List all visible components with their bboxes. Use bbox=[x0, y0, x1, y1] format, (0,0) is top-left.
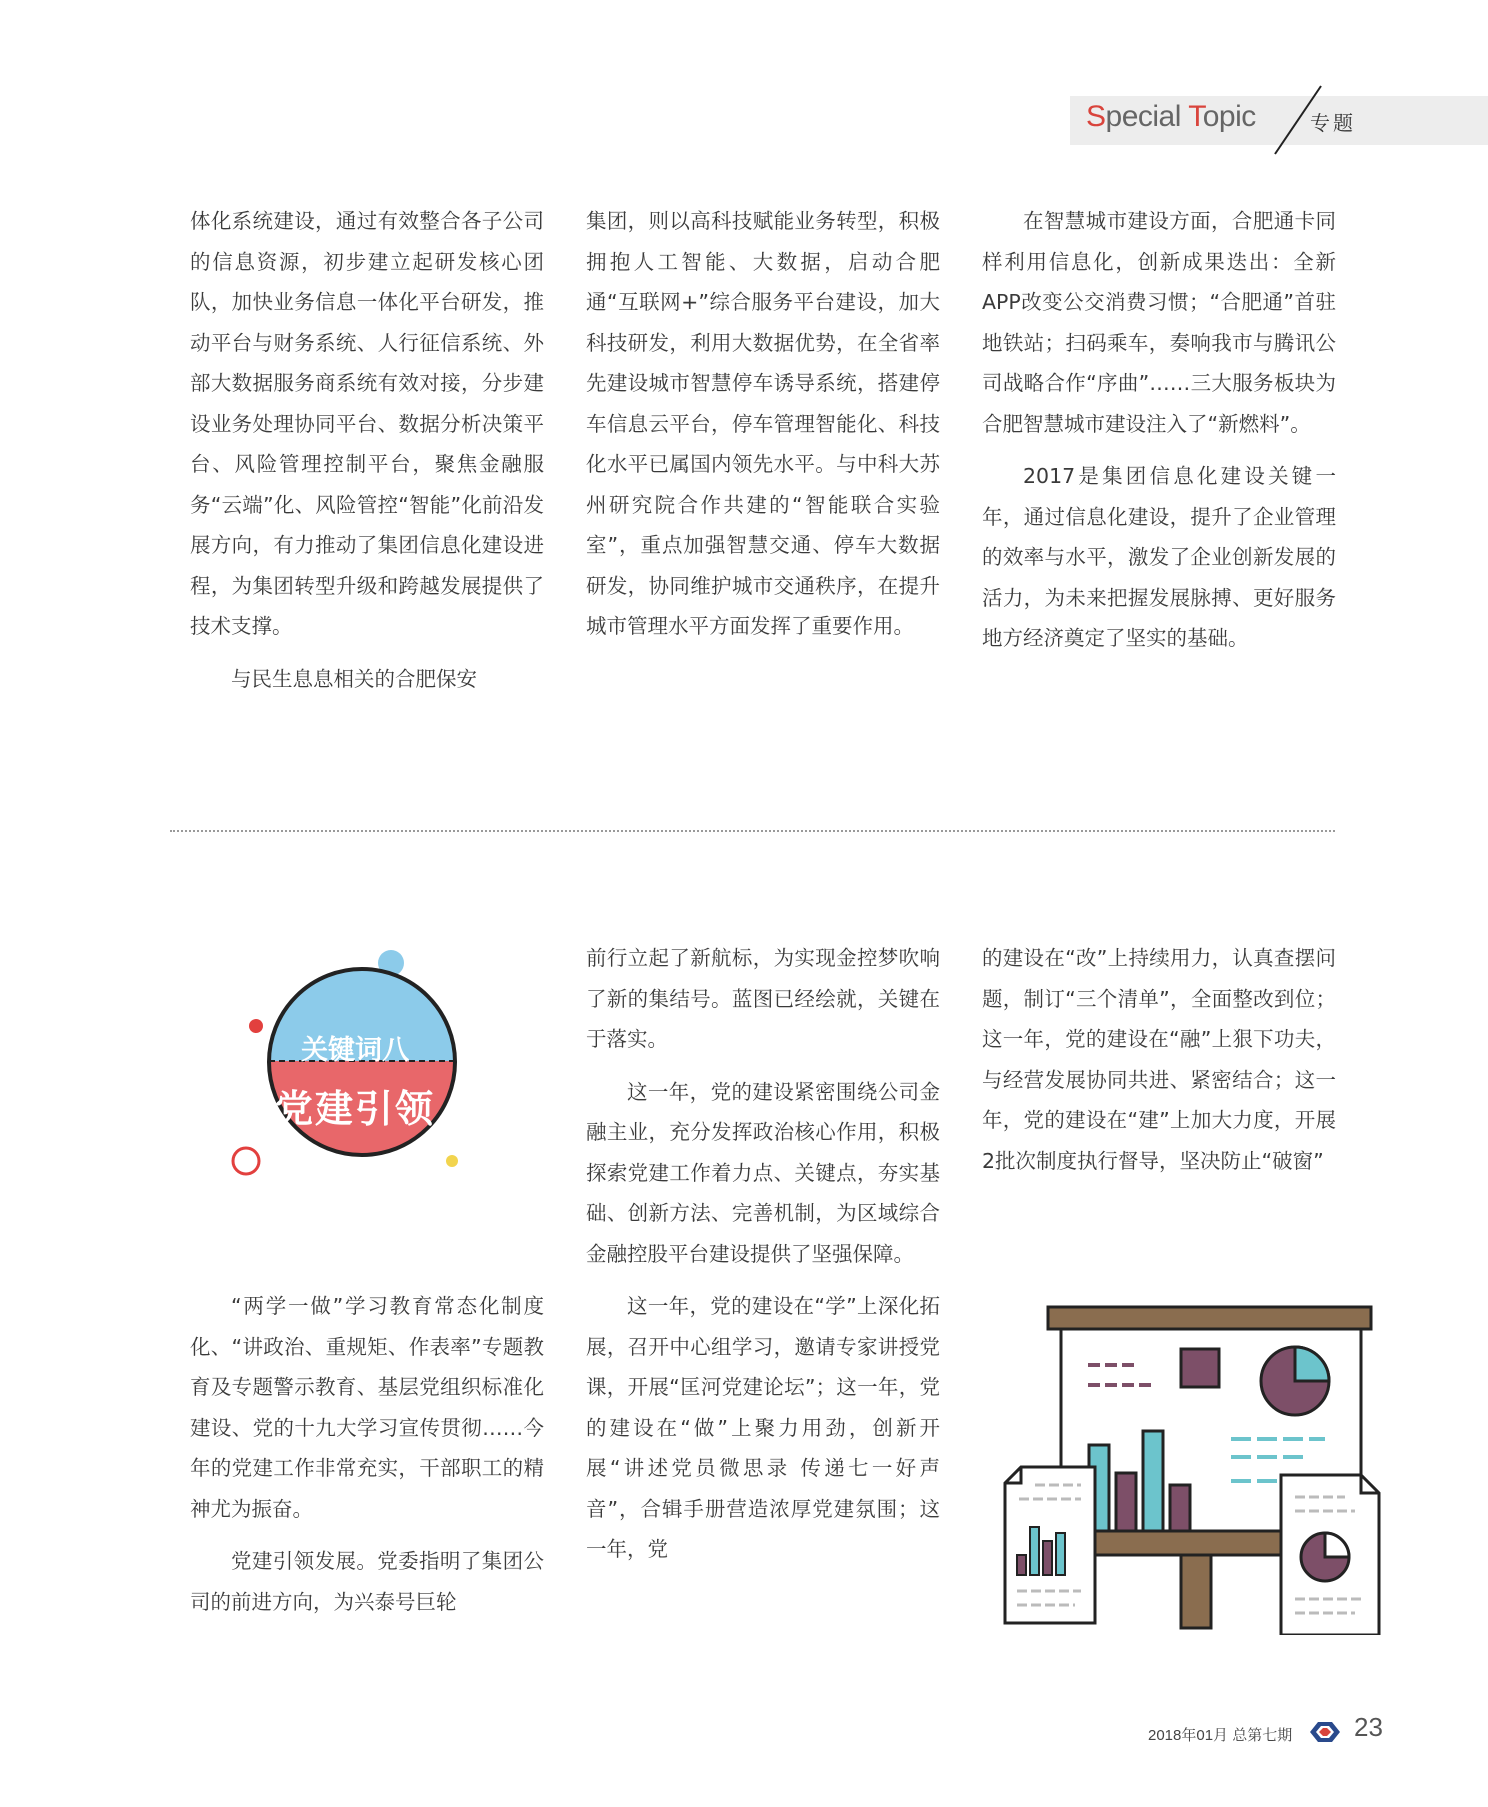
paragraph: 在智慧城市建设方面，合肥通卡同样利用信息化，创新成果迭出：全新APP改变公交消费习惯；“合肥通”首驻地铁站；扫码乘车，奏响我市与腾讯公司战略合作“序曲”……三大服务板块为合肥智慧城市建设注入了“新燃料”。 bbox=[982, 209, 1336, 436]
section2-column-2 bbox=[586, 938, 940, 1570]
paragraph: 前行立起了新航标，为实现金控梦吹响了新的集结号。蓝图已经绘就，关键在于落实。 bbox=[586, 946, 940, 1051]
section2-column-3 bbox=[982, 938, 1336, 1181]
issue-info: 2018年01月 总第七期 bbox=[1148, 1727, 1293, 1744]
paragraph: 2017是集团信息化建设关键一年，通过信息化建设，提升了企业管理的效率与水平，激发了企业创新发展的活力，为未来把握发展脉搏、更好服务地方经济奠定了坚实的基础。 bbox=[982, 464, 1336, 650]
title-cap-s: S bbox=[1086, 100, 1106, 133]
section2-column-1 bbox=[190, 1286, 544, 1622]
paragraph: 体化系统建设，通过有效整合各子公司的信息资源，初步建立起研发核心团队，加快业务信息一体化平台研发，推动平台与财务系统、人行征信系统、外部大数据服务商系统有效对接，分步建设业务处理协同平台、数据分析决策平台、风险管理控制平台，聚焦金融服务“云端”化、风险管控“智能”化前沿发展方向，有力推动了集团信息化建设进程，为集团转型升级和跨越发展提供了技术支撑。 bbox=[190, 209, 544, 638]
paragraph: 的建设在“改”上持续用力，认真查摆问题，制订“三个清单”，全面整改到位；这一年，党的建设在“融”上狠下功夫，与经营发展协同共进、紧密结合；这一年，党的建设在“建”上加大力度，开展2批次制度执行督导，坚决防止“破窗” bbox=[982, 946, 1336, 1173]
pie-chart-document-icon bbox=[1281, 1475, 1379, 1635]
title-cap-t: T bbox=[1188, 100, 1203, 133]
paragraph: “两学一做”学习教育常态化制度化、“讲政治、重规矩、作表率”专题教育及专题警示教育、基层党组织标准化建设、党的十九大学习宣传贯彻……今年的党建工作非常充实，干部职工的精神尤为振奋。 bbox=[190, 1294, 544, 1521]
section-title-chinese: 专题 bbox=[1310, 111, 1356, 135]
keyword-label: 关键词八 bbox=[301, 1035, 409, 1066]
section-title-english bbox=[1086, 100, 1256, 134]
paragraph: 党建引领发展。党委指明了集团公司的前进方向，为兴泰号巨轮 bbox=[190, 1549, 544, 1614]
bar-chart-document-icon bbox=[1005, 1467, 1095, 1623]
keyword-badge bbox=[225, 940, 485, 1180]
red-ring-icon bbox=[233, 1148, 259, 1174]
dotted-divider bbox=[170, 830, 1335, 832]
section1-column-2 bbox=[586, 201, 940, 647]
page-number: 23 bbox=[1354, 1712, 1383, 1742]
section1-column-1 bbox=[190, 201, 544, 699]
title-rest-2: opic bbox=[1202, 100, 1256, 133]
title-rest-1: pecial bbox=[1105, 100, 1189, 133]
keyword-title: 党建引领 bbox=[274, 1087, 435, 1131]
presentation-board-illustration bbox=[985, 1305, 1415, 1635]
company-logo-icon bbox=[1308, 1718, 1342, 1746]
paragraph: 这一年，党的建设紧密围绕公司金融主业，充分发挥政治核心作用，积极探索党建工作着力点、关键点，夯实基础、创新方法、完善机制，为区域综合金融控股平台建设提供了坚强保障。 bbox=[586, 1079, 940, 1266]
paragraph: 集团，则以高科技赋能业务转型，积极拥抱人工智能、大数据，启动合肥通“互联网+”综合服务平台建设，加大科技研发，利用大数据优势，在全省率先建设城市智慧停车诱导系统，搭建停车信息云平台，停车管理智能化、科技化水平已属国内领先水平。与中科大苏州研究院合作共建的“智能联合实验室”，重点加强智慧交通、停车大数据研发，协同维护城市交通秩序，在提升城市管理水平方面发挥了重要作用。 bbox=[586, 209, 940, 638]
paragraph: 这一年，党的建设在“学”上深化拓展，召开中心组学习，邀请专家讲授党课，开展“匡河党建论坛”；这一年，党的建设在“做”上聚力用劲，创新开展“讲述党员微思录 传递七一好声音”，合辑手册营造浓厚党建氛围；这一年，党 bbox=[586, 1294, 940, 1561]
yellow-dot-icon bbox=[446, 1155, 458, 1167]
paragraph: 与民生息息相关的合肥保安 bbox=[231, 666, 477, 691]
section1-column-3 bbox=[982, 201, 1336, 659]
